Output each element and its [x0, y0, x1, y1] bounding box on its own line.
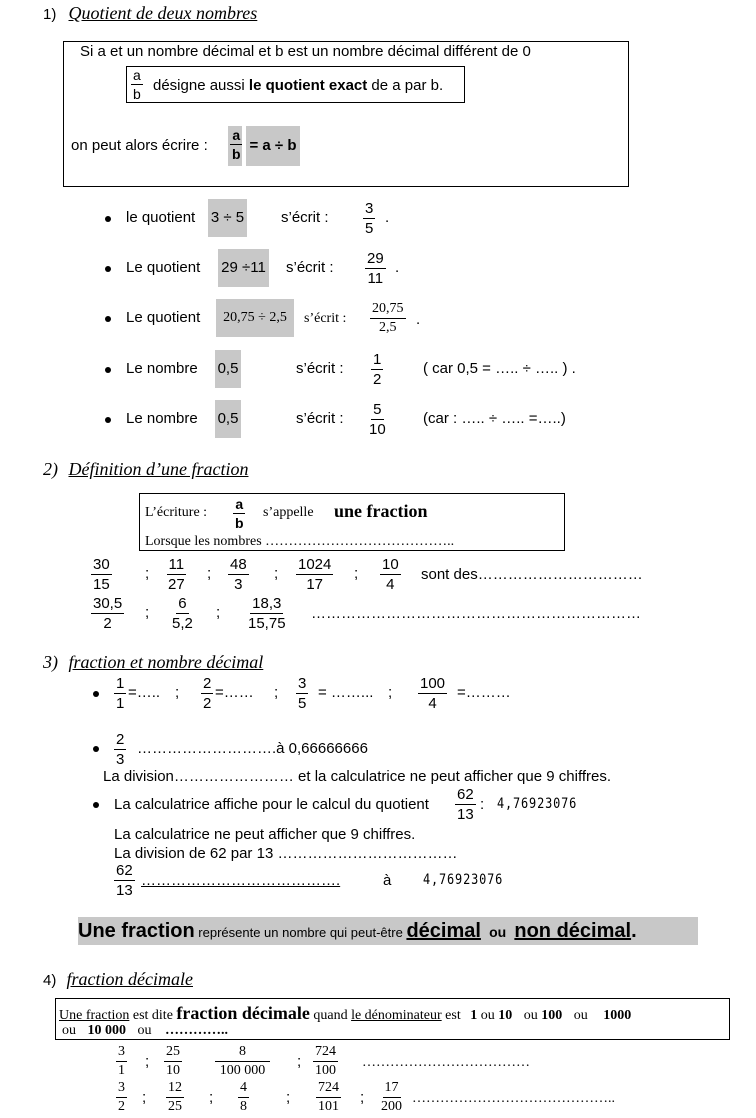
section-3-heading: 3) fraction et nombre décimal — [43, 652, 264, 672]
fraction: $\frac{724}{101}$ — [318, 1080, 339, 1114]
row-tail: ………………………………………………………… — [311, 605, 641, 622]
fraction: $\frac{25}{10}$ — [166, 1044, 180, 1078]
item-writes: s’écrit : — [281, 209, 329, 226]
item-fraction: $\frac{5}{10}$ — [369, 401, 386, 438]
fraction: $\frac{1}{1}$ — [116, 675, 125, 712]
fraction: $\frac{724}{100}$ — [315, 1044, 336, 1078]
item-label: Le nombre — [126, 360, 198, 377]
fraction: $\frac{17}{200}$ — [381, 1080, 402, 1114]
item-tail: . — [416, 311, 421, 328]
separator: ; — [145, 565, 150, 582]
fraction: $\frac{3}{2}$ — [118, 1080, 125, 1114]
separator: ; — [207, 565, 212, 582]
separator: ; — [145, 604, 150, 621]
bullet — [105, 266, 111, 272]
item-writes: s’écrit : — [286, 259, 334, 276]
row-tail: …………………………………….. — [412, 1091, 615, 1106]
item-writes: s’écrit : — [296, 360, 344, 377]
item-label: Le nombre — [126, 410, 198, 427]
fraction: $\frac{11}{27}$ — [168, 556, 185, 593]
fill-blank: =…… — [215, 684, 254, 701]
item-tail: . — [385, 209, 390, 226]
fill-blank: =……… — [457, 684, 511, 701]
fraction: $\frac{6}{5,2}$ — [172, 595, 193, 632]
separator: ; — [354, 565, 359, 582]
definition-line-2: désigne aussi le quotient exact de a par b. — [153, 77, 444, 94]
section-number: 1) — [43, 6, 57, 23]
box-line-2: Lorsque les nombres ………………………………….. — [145, 534, 455, 549]
separator: ; — [216, 604, 221, 621]
row-tail: sont des…………………………… — [421, 566, 643, 583]
item-expression: 0,5 — [215, 400, 241, 438]
separator: ; — [274, 565, 279, 582]
decimal-line: ……………………….à 0,66666666 — [137, 740, 368, 757]
bullet — [93, 746, 99, 752]
fraction: $\frac{62}{13}$ — [457, 786, 474, 823]
calculator-display: 4,76923076 — [497, 796, 578, 812]
box-line-1c: une fraction — [334, 501, 428, 521]
fraction: $\frac{100}{4}$ — [420, 675, 446, 712]
item-tail: . — [395, 259, 400, 276]
item-writes: s’écrit : — [296, 410, 344, 427]
bullet — [105, 417, 111, 423]
item-fraction: $\frac{3}{5}$ — [365, 200, 374, 237]
colon: : — [480, 796, 485, 813]
item-tail: ( car 0,5 = ….. ÷ ….. ) . — [423, 360, 576, 377]
section-4-heading: 4) fraction décimale — [43, 969, 193, 989]
item-expression: 29 ÷11 — [218, 249, 269, 287]
item-fraction: $\frac{1}{2}$ — [373, 351, 382, 388]
box-line-2: ou 10 000 ou ………….. — [62, 1023, 228, 1038]
fraction: $\frac{18,3}{15,75}$ — [248, 595, 286, 632]
bullet — [105, 316, 111, 322]
section-1-heading — [43, 3, 257, 24]
item-expression: 3 ÷ 5 — [208, 199, 247, 237]
fraction: $\frac{8}{100 000}$ — [215, 1045, 270, 1078]
box-line-1: L’écriture : — [145, 505, 208, 520]
separator: ; — [209, 1089, 214, 1106]
calc-a: à — [383, 872, 392, 889]
fraction: $\frac{2}{2}$ — [203, 675, 212, 712]
item-label: Le quotient — [126, 309, 201, 326]
calc-line-4: …………………………………. — [141, 872, 341, 889]
separator: ; — [274, 684, 279, 701]
fraction: $\frac{12}{25}$ — [168, 1080, 182, 1114]
bullet — [93, 691, 99, 697]
fraction: $\frac{3}{1}$ — [118, 1044, 125, 1078]
calc-text: La calculatrice affiche pour le calcul du quotient — [114, 796, 429, 813]
division-line: La division…………………… et la calculatrice ne peut afficher que 9 chiffres. — [103, 768, 612, 785]
item-tail: (car : ….. ÷ ….. =…..) — [423, 410, 566, 427]
fraction: $\frac{4}{8}$ — [240, 1080, 247, 1114]
fraction: $\frac{2}{3}$ — [116, 731, 125, 768]
section-2-heading: 2) Définition d’une fraction — [43, 459, 249, 479]
row-tail: ……………………………… — [362, 1055, 530, 1070]
fraction-a-over-b: $\frac{a}{b}$ — [133, 67, 141, 102]
section-title: Quotient de deux nombres — [68, 3, 258, 23]
key-statement-banner: Une fraction représente un nombre qui peut-être décimal ou non décimal. — [78, 917, 698, 945]
fraction: $\frac{48}{3}$ — [230, 556, 247, 593]
item-fraction: $\frac{29}{11}$ — [367, 250, 384, 287]
item-expression: 20,75 ÷ 2,5 — [216, 299, 294, 337]
item-fraction: $\frac{20,75}{2,5}$ — [372, 301, 404, 335]
definition-line-3: on peut alors écrire : — [71, 137, 208, 154]
separator: ; — [286, 1089, 291, 1106]
fraction: $\frac{30,5}{2}$ — [93, 595, 123, 632]
fill-blank: = ……... — [318, 684, 374, 701]
box-line-1: Une fraction est dite fraction décimale quand le dénominateur est 1 ou 10 ou 100 ou 1000 — [59, 1003, 632, 1023]
separator: ; — [297, 1053, 302, 1070]
bullet — [105, 367, 111, 373]
fraction-a-over-b-bold: $\frac{a}{b}$ — [232, 127, 241, 162]
item-label: Le quotient — [126, 259, 201, 276]
fraction-a-over-b: $\frac{a}{b}$ — [235, 496, 244, 531]
box-line-1b: s’appelle — [263, 505, 314, 520]
fraction: $\frac{10}{4}$ — [382, 556, 399, 593]
item-expression: 0,5 — [215, 350, 241, 388]
separator: ; — [145, 1053, 150, 1070]
fraction: $\frac{30}{15}$ — [93, 556, 110, 593]
separator: ; — [142, 1089, 147, 1106]
fill-blank: =….. — [128, 684, 161, 701]
equation-highlight: = a ÷ b — [246, 126, 300, 166]
bullet — [105, 216, 111, 222]
separator: ; — [388, 684, 393, 701]
item-label: le quotient — [126, 209, 196, 226]
fraction: $\frac{3}{5}$ — [298, 675, 307, 712]
definition-line-1: Si a et un nombre décimal et b est un nombre décimal différent de 0 — [80, 43, 531, 60]
bullet — [93, 802, 99, 808]
separator: ; — [175, 684, 180, 701]
calculator-display: 4,76923076 — [423, 872, 504, 888]
calc-line-2: La calculatrice ne peut afficher que 9 chiffres. — [114, 826, 416, 843]
fraction: $\frac{62}{13}$ — [116, 862, 133, 899]
fraction: $\frac{1024}{17}$ — [298, 556, 332, 593]
separator: ; — [360, 1089, 365, 1106]
definition-box — [63, 41, 629, 187]
calc-line-3: La division de 62 par 13 ……………………………… — [114, 845, 458, 862]
item-writes: s’écrit : — [304, 311, 347, 326]
